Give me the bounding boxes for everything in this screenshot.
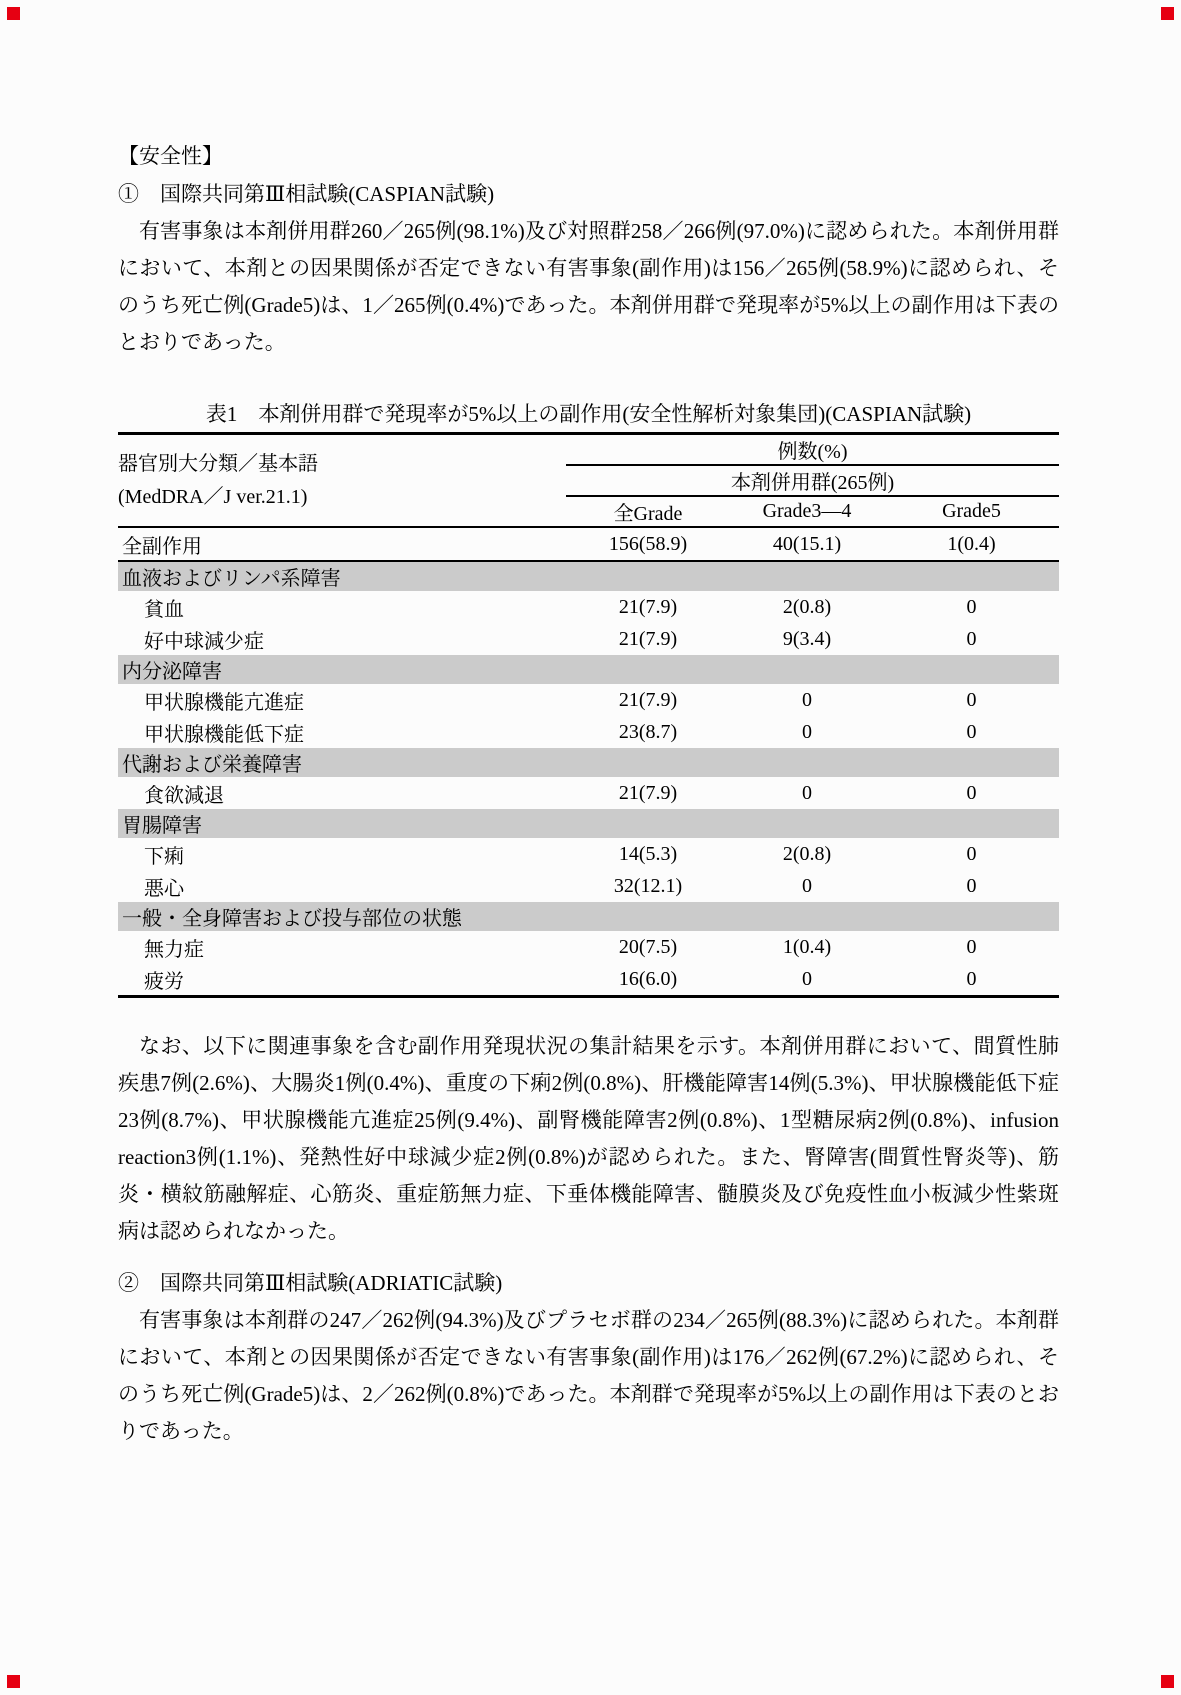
term-cell: 下痢 (144, 845, 184, 868)
value-cell: 0 (966, 720, 977, 743)
table-header-row-1 (118, 434, 1059, 466)
col-header-all-grade: 全Grade (566, 496, 730, 527)
section-label: 内分泌障害 (118, 655, 1059, 684)
safety-section-heading: 【安全性】 (118, 144, 223, 168)
value-cell: 0 (966, 935, 977, 958)
value-cell: 0 (802, 874, 812, 897)
value-cell: 20(7.5) (618, 935, 678, 958)
value-cell: 9(3.4) (782, 627, 832, 650)
adverse-reactions-table (118, 432, 1059, 998)
term-cell: 全副作用 (118, 527, 566, 561)
term-cell: 悪心 (144, 877, 184, 900)
term-cell: 貧血 (144, 598, 184, 621)
table-row (118, 963, 1059, 997)
table-row (118, 716, 1059, 748)
trial-1-summary-paragraph: なお、以下に関連事象を含む副作用発現状況の集計結果を示す。本剤併用群において、間質性肺疾患7例(2.6%)、大腸炎1例(0.4%)、重度の下痢2例(0.8%)、肝機能障害14例(5.3%)、甲状腺機能低下症23例(8.7%)、甲状腺機能亢進症25例(9.4%)、副腎機能障害2例(0.8%)、1型糖尿病2例(0.8%)、infusion reaction3例(1.1%)、発熱性好中球減少症2例(0.8%)が認められた。また、腎障害(間質性腎炎等)、筋炎・横紋筋融解症、心筋炎、重症筋無力症、下垂体機能障害、髄膜炎及び免疫性血小板減少性紫斑病は認められなかった。 (118, 1034, 1059, 1243)
value-cell: 0 (802, 967, 812, 990)
term-cell: 無力症 (144, 938, 204, 961)
section-label: 血液およびリンパ系障害 (118, 561, 1059, 591)
term-cell: 疲労 (144, 970, 184, 993)
corner-marker-top-right (1161, 7, 1174, 20)
table-row (118, 591, 1059, 623)
trial-2-heading: ② 国際共同第Ⅲ相試験(ADRIATIC試験) (118, 1271, 503, 1295)
section-label: 胃腸障害 (118, 809, 1059, 838)
row-header-line1: 器官別大分類／基本語 (118, 452, 318, 475)
trial-2-paragraph: 有害事象は本剤群の247／262例(94.3%)及びプラセボ群の234／265例(88.3%)に認められた。本剤群において、本剤との因果関係が否定できない有害事象(副作用)は176／262例(67.2%)に認められ、そのうち死亡例(Grade5)は、2／262例(0.8%)であった。本剤群で発現率が5%以上の副作用は下表のとおりであった。 (118, 1308, 1059, 1443)
table-section-row (118, 902, 1059, 931)
value-cell: 0 (966, 967, 977, 990)
value-cell: 0 (802, 720, 812, 743)
section-label: 一般・全身障害および投与部位の状態 (118, 902, 1059, 931)
value-cell: 32(12.1) (613, 874, 683, 897)
table-row (118, 623, 1059, 655)
table-1-title: 表1 本剤併用群で発現率が5%以上の副作用(安全性解析対象集団)(CASPIAN試験) (205, 402, 972, 426)
table-row (118, 838, 1059, 870)
term-cell: 甲状腺機能亢進症 (144, 691, 304, 714)
trial-1-paragraph: 有害事象は本剤併用群260／265例(98.1%)及び対照群258／266例(97.0%)に認められた。本剤併用群において、本剤との因果関係が否定できない有害事象(副作用)は156／265例(58.9%)に認められ、そのうち死亡例(Grade5)は、1／265例(0.4%)であった。本剤併用群で発現率が5%以上の副作用は下表のとおりであった。 (118, 219, 1059, 354)
value-cell: 1(0.4) (884, 527, 1059, 561)
value-cell: 1(0.4) (782, 935, 832, 958)
page-content (118, 0, 1059, 1450)
value-cell: 0 (966, 627, 977, 650)
table-section-row (118, 655, 1059, 684)
table-row (118, 870, 1059, 902)
table-section-row (118, 809, 1059, 838)
term-cell: 甲状腺機能低下症 (144, 723, 304, 746)
col-header-grade5: Grade5 (884, 496, 1059, 527)
value-cell: 21(7.9) (618, 595, 678, 618)
value-cell: 0 (966, 842, 977, 865)
value-cell: 21(7.9) (618, 688, 678, 711)
section-label: 代謝および栄養障害 (118, 748, 1059, 777)
value-cell: 14(5.3) (618, 842, 678, 865)
table-section-row (118, 561, 1059, 591)
value-cell: 2(0.8) (782, 595, 832, 618)
table-row (118, 777, 1059, 809)
table-section-row (118, 748, 1059, 777)
value-cell: 23(8.7) (618, 720, 678, 743)
table-row (118, 684, 1059, 716)
value-cell: 0 (802, 781, 812, 804)
value-cell: 156(58.9) (566, 527, 730, 561)
corner-marker-top-left (7, 7, 20, 20)
value-cell: 40(15.1) (730, 527, 884, 561)
trial-1-heading: ① 国際共同第Ⅲ相試験(CASPIAN試験) (118, 182, 495, 206)
value-cell: 2(0.8) (782, 842, 832, 865)
row-header-line2: (MedDRA／J ver.21.1) (118, 485, 308, 508)
corner-marker-bottom-right (1161, 1675, 1174, 1688)
corner-marker-bottom-left (7, 1675, 20, 1688)
value-cell: 0 (966, 688, 977, 711)
value-cell: 0 (966, 874, 977, 897)
treatment-group-header: 本剤併用群(265例) (566, 465, 1059, 496)
row-header-cell (118, 434, 566, 528)
table-row (118, 527, 1059, 561)
table-body (118, 527, 1059, 997)
cases-percent-header: 例数(%) (566, 434, 1059, 466)
value-cell: 0 (966, 595, 977, 618)
value-cell: 16(6.0) (618, 967, 678, 990)
value-cell: 0 (802, 688, 812, 711)
value-cell: 21(7.9) (618, 781, 678, 804)
col-header-grade3-4: Grade3—4 (730, 496, 884, 527)
table-row (118, 931, 1059, 963)
value-cell: 0 (966, 781, 977, 804)
term-cell: 好中球減少症 (144, 630, 264, 653)
term-cell: 食欲減退 (144, 784, 224, 807)
value-cell: 21(7.9) (618, 627, 678, 650)
